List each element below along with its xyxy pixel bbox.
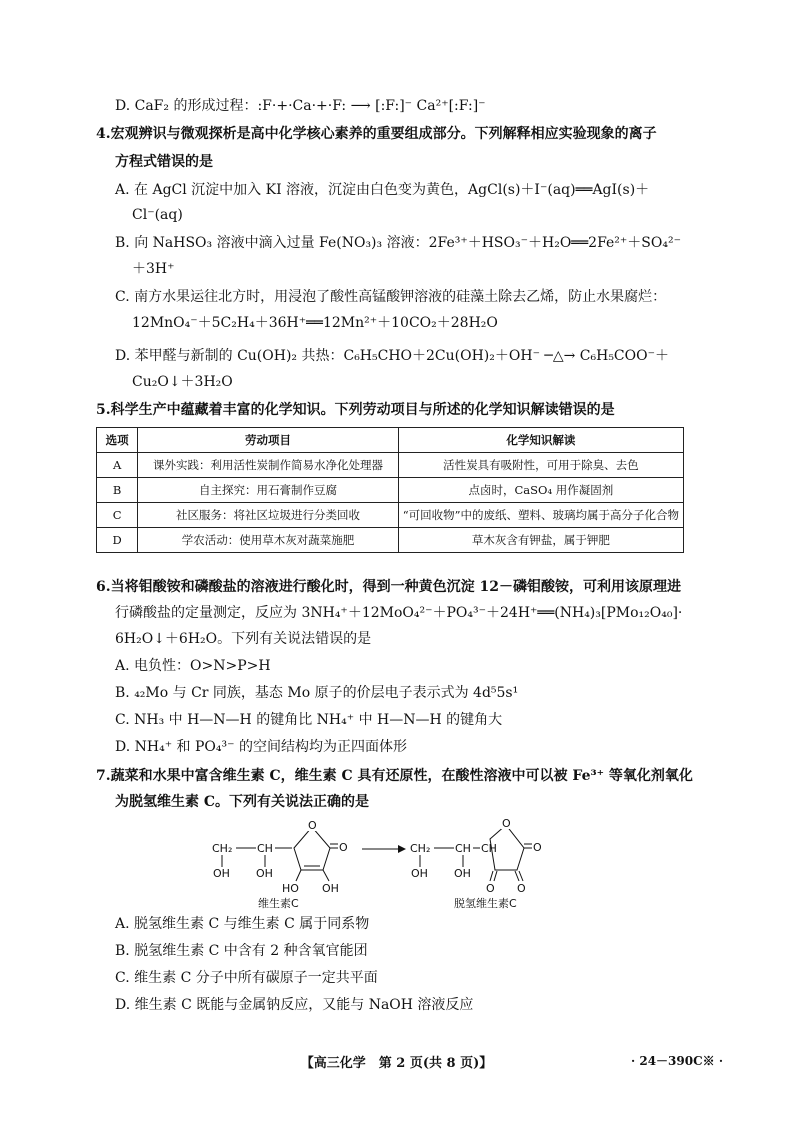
table-cell: 自主探究：用石膏制作豆腐 — [138, 478, 398, 503]
atom-label: O — [486, 882, 495, 895]
text-line-l17: B. ₄₂Mo 与 Cr 同族，基态 Mo 原子的价层电子表示式为 4d⁵5s¹ — [115, 685, 519, 701]
text-line-l13: 6.当将钼酸铵和磷酸盐的溶液进行酸化时，得到一种黄色沉淀 12－磷钼酸铵，可利用该原理进 — [96, 579, 681, 595]
atom-label: CH₂ — [410, 842, 431, 855]
atom-label: O — [308, 819, 317, 832]
text-line-l20: 7.蔬菜和水果中富含维生素 C，维生素 C 具有还原性，在酸性溶液中可以被 Fe³⁺ 等氧化剂氧化 — [96, 768, 693, 784]
text-line-l25: D. 维生素 C 既能与金属钠反应，又能与 NaOH 溶液反应 — [115, 997, 474, 1013]
text-line-l2: 4.宏观辨识与微观探析是高中化学核心素养的重要组成部分。下列解释相应实验现象的离子 — [96, 126, 657, 142]
table-header-row — [97, 428, 684, 453]
text-line-l10: D. 苯甲醛与新制的 Cu(OH)₂ 共热：C₆H₅CHO＋2Cu(OH)₂＋OH⁻ ─△→ C₆H₅COO⁻＋ — [115, 348, 669, 364]
atom-label: CH₂ — [212, 842, 233, 855]
table-cell: 社区服务：将社区垃圾进行分类回收 — [138, 503, 398, 528]
table-header-cell: 劳动项目 — [138, 428, 398, 453]
table-row — [97, 478, 684, 503]
atom-label: OH — [454, 867, 471, 880]
table-header-cell: 化学知识解读 — [398, 428, 683, 453]
structure-label: 脱氢维生素C — [454, 897, 517, 910]
table-cell: 课外实践：利用活性炭制作简易水净化处理器 — [138, 453, 398, 478]
atom-label: O — [502, 817, 511, 830]
table-row — [97, 528, 684, 553]
text-line-l15: 6H₂O↓＋6H₂O。下列有关说法错误的是 — [115, 631, 372, 647]
page-footer: 【高三化学 第 2 页(共 8 页)】 — [300, 1056, 493, 1071]
text-line-l18: C. NH₃ 中 H—N—H 的键角比 NH₄⁺ 中 H—N—H 的键角大 — [115, 712, 503, 728]
text-line-l19: D. NH₄⁺ 和 PO₄³⁻ 的空间结构均为正四面体形 — [115, 739, 407, 755]
table-cell: 点卤时，CaSO₄ 用作凝固剂 — [398, 478, 683, 503]
table-cell: “可回收物”中的废纸、塑料、玻璃均属于高分子化合物 — [398, 503, 683, 528]
atom-label: O — [533, 841, 542, 854]
arrow-head-icon — [398, 845, 406, 853]
text-line-l3: 方程式错误的是 — [115, 154, 213, 170]
text-line-l8: C. 南方水果运往北方时，用浸泡了酸性高锰酸钾溶液的硅藻土除去乙烯，防止水果腐烂： — [115, 289, 667, 305]
text-line-l6: B. 向 NaHSO₃ 溶液中滴入过量 Fe(NO₃)₃ 溶液：2Fe³⁺＋HSO₃⁻＋H₂O══2Fe²⁺＋SO₄²⁻ — [115, 235, 681, 251]
vitamin-c-structure — [212, 819, 348, 910]
table-cell: 学农活动：使用草木灰对蔬菜施肥 — [138, 528, 398, 553]
atom-label: CH — [481, 842, 497, 855]
table-row — [97, 503, 684, 528]
atom-label: O — [517, 882, 526, 895]
atom-label: OH — [411, 867, 428, 880]
table-cell: B — [97, 478, 138, 503]
dehydro-vitamin-c-structure — [410, 817, 542, 910]
text-line-l24: C. 维生素 C 分子中所有碳原子一定共平面 — [115, 970, 378, 986]
text-line-l22: A. 脱氢维生素 C 与维生素 C 属于同系物 — [115, 916, 370, 932]
text-line-l4: A. 在 AgCl 沉淀中加入 KI 溶液，沉淀由白色变为黄色，AgCl(s)＋I⁻(aq)══AgI(s)＋ — [115, 182, 650, 198]
vitamin-c-reaction-diagram — [210, 815, 570, 910]
text-line-l9: 12MnO₄⁻＋5C₂H₄＋36H⁺══12Mn²⁺＋10CO₂＋28H₂O — [132, 315, 498, 331]
atom-label: CH — [257, 842, 273, 855]
atom-label: O — [339, 841, 348, 854]
table-header-cell: 选项 — [97, 428, 138, 453]
text-line-l12: 5.科学生产中蕴藏着丰富的化学知识。下列劳动项目与所述的化学知识解读错误的是 — [96, 402, 615, 418]
text-line-l1: D. CaF₂ 的形成过程：:F·+·Ca·+·F: ⟶ [:F:]⁻ Ca²⁺[:F:]⁻ — [115, 98, 486, 114]
table-cell: A — [97, 453, 138, 478]
table-cell: 草木灰含有钾盐，属于钾肥 — [398, 528, 683, 553]
exam-code: · 24－390C※ · — [630, 1054, 723, 1068]
table-cell: C — [97, 503, 138, 528]
atom-label: OH — [256, 867, 273, 880]
text-line-l21: 为脱氢维生素 C。下列有关说法正确的是 — [115, 794, 370, 810]
table-cell: D — [97, 528, 138, 553]
text-line-l14: 行磷酸盐的定量测定，反应为 3NH₄⁺＋12MoO₄²⁻＋PO₄³⁻＋24H⁺══(NH₄)₃[PMo₁₂O₄₀]· — [115, 605, 683, 621]
atom-label: OH — [322, 882, 339, 895]
table-cell: 活性炭具有吸附性，可用于除臭、去色 — [398, 453, 683, 478]
text-line-l23: B. 脱氢维生素 C 中含有 2 种含氧官能团 — [115, 943, 368, 959]
structure-label: 维生素C — [258, 897, 299, 910]
text-line-l5: Cl⁻(aq) — [132, 207, 183, 223]
table-row — [97, 453, 684, 478]
atom-label: OH — [213, 867, 230, 880]
atom-label: HO — [282, 882, 299, 895]
text-line-l11: Cu₂O↓＋3H₂O — [132, 374, 233, 390]
question5-table — [96, 427, 684, 553]
text-line-l7: ＋3H⁺ — [132, 261, 175, 277]
text-line-l16: A. 电负性：O>N>P>H — [115, 658, 271, 674]
atom-label: CH — [455, 842, 471, 855]
